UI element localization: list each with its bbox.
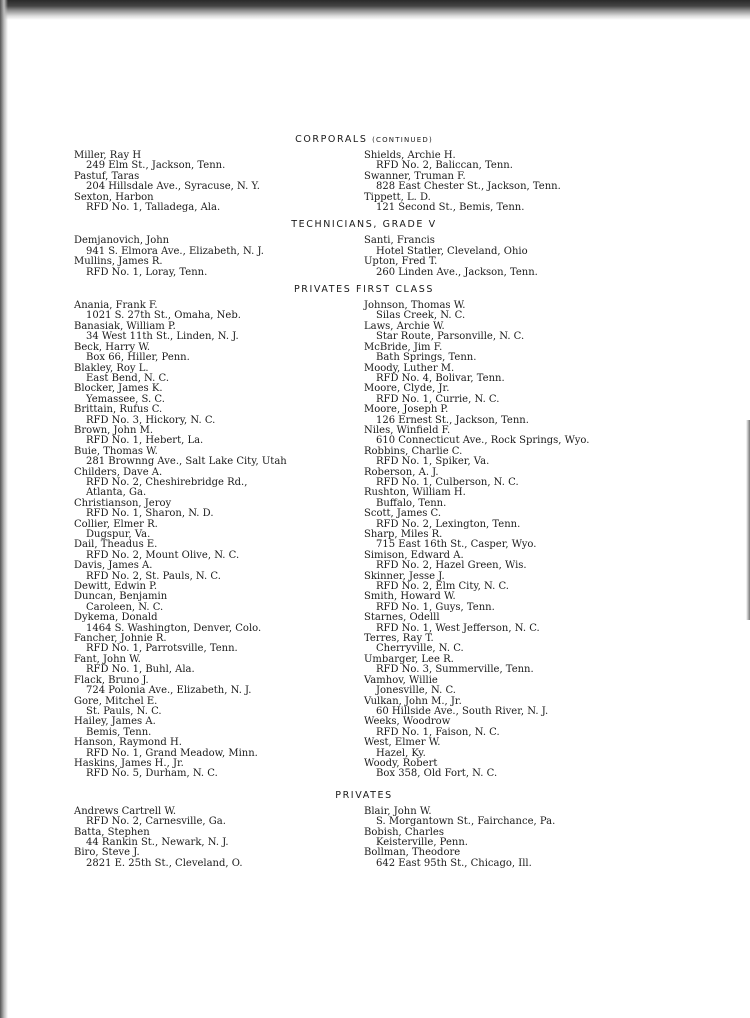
soldier-name: Scott, James C.: [364, 508, 442, 520]
roster-entry: [74, 172, 364, 193]
roster-entry: [74, 828, 364, 849]
roster-columns: [74, 301, 594, 780]
roster-entry: [364, 613, 594, 634]
roster-entry: [74, 676, 364, 697]
roster-entry: [364, 301, 594, 322]
soldier-address: 281 Brownng Ave., Salt Lake City, Utah: [86, 456, 287, 468]
roster-entry: [74, 343, 364, 364]
roster-entry: [74, 561, 364, 582]
roster-entry: [364, 807, 594, 828]
roster-entry: [364, 592, 594, 613]
soldier-name: Moore, Clyde, Jr.: [364, 383, 450, 395]
soldier-name: Buie, Thomas W.: [74, 445, 158, 457]
roster-column-right: [364, 236, 594, 278]
soldier-address: RFD No. 1, Guys, Tenn.: [376, 601, 495, 613]
soldier-name: Simison, Edward A.: [364, 549, 464, 561]
soldier-name: Anania, Frank F.: [74, 300, 158, 312]
soldier-address: RFD No. 2, Elm City, N. C.: [376, 581, 509, 593]
soldier-address: RFD No. 2, Baliccan, Tenn.: [376, 160, 513, 172]
soldier-address: RFD No. 2, Carnesville, Ga.: [86, 816, 226, 828]
roster-entry: [74, 738, 364, 759]
roster-entry: [74, 499, 364, 520]
soldier-name: Bollman, Theodore: [364, 847, 461, 859]
soldier-name: Woody, Robert: [364, 757, 438, 769]
soldier-name: Robbins, Charlie C.: [364, 445, 463, 457]
roster-entry: [364, 717, 594, 738]
soldier-address: Jonesville, N. C.: [376, 685, 456, 697]
roster-entry: [364, 322, 594, 343]
soldier-address: RFD No. 1, Sharon, N. D.: [86, 508, 214, 520]
roster-entry: [364, 151, 594, 172]
roster-entry: [364, 530, 594, 551]
soldier-name: Santi, Francis: [364, 235, 435, 247]
soldier-address: RFD No. 5, Durham, N. C.: [86, 768, 218, 780]
scan-edge-top: [0, 0, 750, 20]
soldier-address: RFD No. 1, Hebert, La.: [86, 435, 204, 447]
soldier-name: Blocker, James K.: [74, 383, 163, 395]
soldier-name: Dewitt, Edwin P.: [74, 581, 158, 593]
roster-entry: [74, 364, 364, 385]
soldier-name: Niles, Winfield F.: [364, 424, 451, 436]
section-heading: [74, 284, 594, 296]
soldier-name: Hanson, Raymond H.: [74, 737, 182, 749]
soldier-address: 610 Connecticut Ave., Rock Springs, Wyo.: [376, 435, 590, 447]
soldier-name: Beck, Harry W.: [74, 341, 151, 353]
soldier-address: 121 Second St., Bemis, Tenn.: [376, 202, 525, 214]
soldier-address: RFD No. 2, Cheshirebridge Rd.,: [86, 476, 248, 488]
roster-entry: [74, 426, 364, 447]
roster-entry: [364, 488, 594, 509]
roster-column-right: [364, 807, 594, 869]
roster-entry: [74, 301, 364, 322]
soldier-name: Swanner, Truman F.: [364, 170, 466, 182]
roster-entry: [364, 447, 594, 468]
soldier-name: Moody, Luther M.: [364, 362, 455, 374]
soldier-address: Bemis, Tenn.: [86, 726, 152, 738]
roster-columns: [74, 807, 594, 869]
soldier-address: 260 Linden Ave., Jackson, Tenn.: [376, 266, 538, 278]
soldier-name: Dykema, Donald: [74, 612, 158, 624]
soldier-name: Umbarger, Lee R.: [364, 653, 454, 665]
soldier-address: RFD No. 2, Lexington, Tenn.: [376, 518, 521, 530]
roster-column-left: [74, 236, 364, 278]
soldier-address: RFD No. 1, Grand Meadow, Minn.: [86, 747, 258, 759]
soldier-name: Batta, Stephen: [74, 826, 150, 838]
section-heading: [74, 790, 594, 802]
soldier-address: RFD No. 2, Mount Olive, N. C.: [86, 549, 240, 561]
section-title: CORPORALS: [295, 134, 368, 145]
roster-column-left: [74, 151, 364, 213]
roster-column-right: [364, 151, 594, 213]
soldier-name: Upton, Fred T.: [364, 256, 438, 268]
roster-entry: [74, 848, 364, 869]
roster-columns: [74, 151, 594, 213]
roster-entry: [364, 172, 594, 193]
scan-edge-left: [0, 0, 8, 1018]
soldier-address: RFD No. 2, Hazel Green, Wis.: [376, 560, 527, 572]
soldier-address: 2821 E. 25th St., Cleveland, O.: [86, 857, 243, 869]
soldier-name: Weeks, Woodrow: [364, 716, 451, 728]
scan-edge-right: [746, 420, 750, 620]
soldier-name: Brittain, Rufus C.: [74, 404, 163, 416]
soldier-name: Biro, Steve J.: [74, 847, 140, 859]
roster-section: [74, 219, 594, 278]
soldier-address: S. Morgantown St., Fairchance, Pa.: [376, 816, 556, 828]
soldier-address: RFD No. 3, Summerville, Tenn.: [376, 664, 534, 676]
roster-entry: [74, 613, 364, 634]
roster-entry: [364, 364, 594, 385]
roster-entry: [364, 848, 594, 869]
soldier-name: Hailey, James A.: [74, 716, 156, 728]
soldier-address: Atlanta, Ga.: [86, 487, 147, 499]
roster-columns: [74, 236, 594, 278]
soldier-address: RFD No. 1, Parrotsville, Tenn.: [86, 643, 238, 655]
soldier-address: 715 East 16th St., Casper, Wyo.: [376, 539, 537, 551]
soldier-name: Pastuf, Taras: [74, 170, 140, 182]
soldier-address: 204 Hillsdale Ave., Syracuse, N. Y.: [86, 181, 260, 193]
soldier-address: Box 358, Old Fort, N. C.: [376, 768, 498, 780]
roster-entry: [74, 193, 364, 214]
roster-column-left: [74, 807, 364, 869]
roster-entry: [74, 634, 364, 655]
soldier-address: 126 Ernest St., Jackson, Tenn.: [376, 414, 529, 426]
roster-entry: [364, 468, 594, 489]
roster-entry: [364, 257, 594, 278]
roster-entry: [364, 236, 594, 257]
section-title: PRIVATES FIRST CLASS: [293, 284, 435, 296]
soldier-address: Dugspur, Va.: [86, 529, 151, 540]
soldier-address: RFD No. 3, Hickory, N. C.: [86, 414, 216, 426]
soldier-address: 828 East Chester St., Jackson, Tenn.: [376, 181, 561, 193]
soldier-name: Sharp, Miles R.: [364, 529, 443, 540]
soldier-name: Rushton, William H.: [364, 487, 466, 499]
soldier-address: Hotel Statler, Cleveland, Ohio: [376, 245, 528, 257]
soldier-address: Bath Springs, Tenn.: [376, 352, 477, 364]
soldier-address: 60 Hillside Ave., South River, N. J.: [376, 705, 549, 717]
roster-entry: [74, 697, 364, 718]
soldier-name: Flack, Bruno J.: [74, 674, 149, 686]
soldier-name: Haskins, James H., Jr.: [74, 757, 184, 769]
soldier-address: RFD No. 2, St. Pauls, N. C.: [86, 570, 221, 582]
soldier-name: Dail, Theadus E.: [74, 539, 158, 551]
soldier-address: East Bend, N. C.: [86, 372, 169, 384]
roster-entry: [364, 193, 594, 214]
soldier-name: Christianson, Jeroy: [74, 497, 172, 509]
soldier-address: Star Route, Parsonville, N. C.: [376, 331, 525, 343]
soldier-address: 249 Elm St., Jackson, Tenn.: [86, 160, 226, 172]
roster-entry: [364, 551, 594, 572]
section-title: TECHNICIANS, GRADE V: [291, 219, 437, 231]
section-heading: [74, 134, 594, 146]
roster-section: [74, 284, 594, 780]
soldier-address: RFD No. 1, Faison, N. C.: [376, 726, 500, 738]
section-title: PRIVATES: [335, 789, 393, 801]
roster-entry: [74, 468, 364, 499]
roster-entry: [364, 343, 594, 364]
soldier-address: 642 East 95th St., Chicago, Ill.: [376, 857, 532, 869]
soldier-name: Terres, Ray T.: [364, 633, 434, 645]
soldier-address: 941 S. Elmora Ave., Elizabeth, N. J.: [86, 245, 264, 257]
soldier-address: 724 Polonia Ave., Elizabeth, N. J.: [86, 685, 252, 697]
roster-entry: [74, 236, 364, 257]
roster-entry: [74, 405, 364, 426]
soldier-address: Yemassee, S. C.: [86, 393, 165, 405]
soldier-name: Mullins, James R.: [74, 256, 163, 268]
soldier-address: Hazel, Ky.: [376, 747, 426, 759]
roster-entry: [74, 717, 364, 738]
soldier-name: Andrews Cartrell W.: [74, 805, 177, 817]
soldier-address: RFD No. 4, Bolivar, Tenn.: [376, 372, 505, 384]
roster-page: [74, 134, 594, 875]
soldier-name: Smith, Howard W.: [364, 591, 456, 603]
soldier-name: West, Elmer W.: [364, 737, 441, 749]
roster-entry: [364, 634, 594, 655]
soldier-address: Caroleen, N. C.: [86, 601, 164, 613]
roster-entry: [364, 697, 594, 718]
soldier-name: Blair, John W.: [364, 805, 432, 817]
soldier-address: RFD No. 1, Loray, Tenn.: [86, 266, 208, 278]
soldier-name: Sexton, Harbon: [74, 191, 154, 203]
soldier-name: Demjanovich, John: [74, 235, 170, 247]
roster-entry: [364, 572, 594, 593]
soldier-name: Vamhov, Willie: [364, 674, 438, 686]
soldier-address: 44 Rankin St., Newark, N. J.: [86, 836, 229, 848]
soldier-name: Davis, James A.: [74, 560, 153, 572]
soldier-address: RFD No. 1, Culberson, N. C.: [376, 476, 519, 488]
soldier-address: Silas Creek, N. C.: [376, 310, 466, 322]
soldier-name: Tippett, L. D.: [364, 191, 431, 203]
roster-section: [74, 790, 594, 869]
soldier-name: Johnson, Thomas W.: [364, 300, 466, 312]
soldier-name: Laws, Archie W.: [364, 320, 445, 332]
roster-entry: [74, 520, 364, 541]
roster-entry: [74, 655, 364, 676]
soldier-name: Moore, Joseph P.: [364, 404, 449, 416]
soldier-address: Keisterville, Penn.: [376, 836, 468, 848]
soldier-address: Box 66, Hiller, Penn.: [86, 352, 190, 364]
soldier-address: RFD No. 1, Buhl, Ala.: [86, 664, 195, 676]
roster-column-left: [74, 301, 364, 780]
roster-entry: [74, 807, 364, 828]
roster-section: [74, 134, 594, 213]
soldier-address: Cherryville, N. C.: [376, 643, 464, 655]
soldier-name: Gore, Mitchel E.: [74, 695, 158, 707]
soldier-name: Brown, John M.: [74, 424, 154, 436]
roster-entry: [74, 447, 364, 468]
soldier-address: 1464 S. Washington, Denver, Colo.: [86, 622, 262, 634]
roster-entry: [364, 759, 594, 780]
roster-entry: [364, 676, 594, 697]
soldier-address: St. Pauls, N. C.: [86, 705, 162, 717]
roster-entry: [74, 257, 364, 278]
soldier-name: Fancher, Johnie R.: [74, 633, 167, 645]
roster-entry: [74, 540, 364, 561]
soldier-name: Bobish, Charles: [364, 826, 444, 838]
soldier-name: Roberson, A. J.: [364, 466, 439, 478]
soldier-name: Blakley, Roy L.: [74, 362, 149, 374]
roster-entry: [74, 592, 364, 613]
roster-entry: [364, 655, 594, 676]
roster-entry: [364, 384, 594, 405]
soldier-name: Childers, Dave A.: [74, 466, 163, 478]
soldier-name: Fant, John W.: [74, 653, 141, 665]
roster-entry: [364, 426, 594, 447]
soldier-name: Collier, Elmer R.: [74, 518, 158, 530]
roster-entry: [364, 828, 594, 849]
roster-entry: [74, 322, 364, 343]
roster-entry: [74, 384, 364, 405]
soldier-name: Banasiak, William P.: [74, 320, 176, 332]
section-subtitle: (CONTINUED): [372, 136, 433, 144]
soldier-name: Vulkan, John M., Jr.: [364, 695, 462, 707]
soldier-name: Miller, Ray H: [74, 150, 142, 161]
soldier-address: Buffalo, Tenn.: [376, 497, 447, 509]
roster-column-right: [364, 301, 594, 780]
section-heading: [74, 219, 594, 231]
roster-entry: [74, 151, 364, 172]
soldier-name: McBride, Jim F.: [364, 341, 443, 353]
roster-entry: [364, 738, 594, 759]
soldier-name: Starnes, Odelll: [364, 612, 440, 624]
soldier-name: Skinner, Jesse J.: [364, 570, 445, 582]
soldier-address: 1021 S. 27th St., Omaha, Neb.: [86, 310, 241, 322]
soldier-address: 34 West 11th St., Linden, N. J.: [86, 331, 239, 343]
soldier-name: Shields, Archie H.: [364, 150, 456, 161]
soldier-address: RFD No. 1, Spiker, Va.: [376, 456, 490, 468]
soldier-address: RFD No. 1, West Jefferson, N. C.: [376, 622, 540, 634]
roster-entry: [364, 405, 594, 426]
soldier-address: RFD No. 1, Currie, N. C.: [376, 393, 500, 405]
roster-entry: [364, 509, 594, 530]
soldier-name: Duncan, Benjamin: [74, 591, 168, 603]
roster-entry: [74, 759, 364, 780]
soldier-address: RFD No. 1, Talladega, Ala.: [86, 202, 221, 214]
